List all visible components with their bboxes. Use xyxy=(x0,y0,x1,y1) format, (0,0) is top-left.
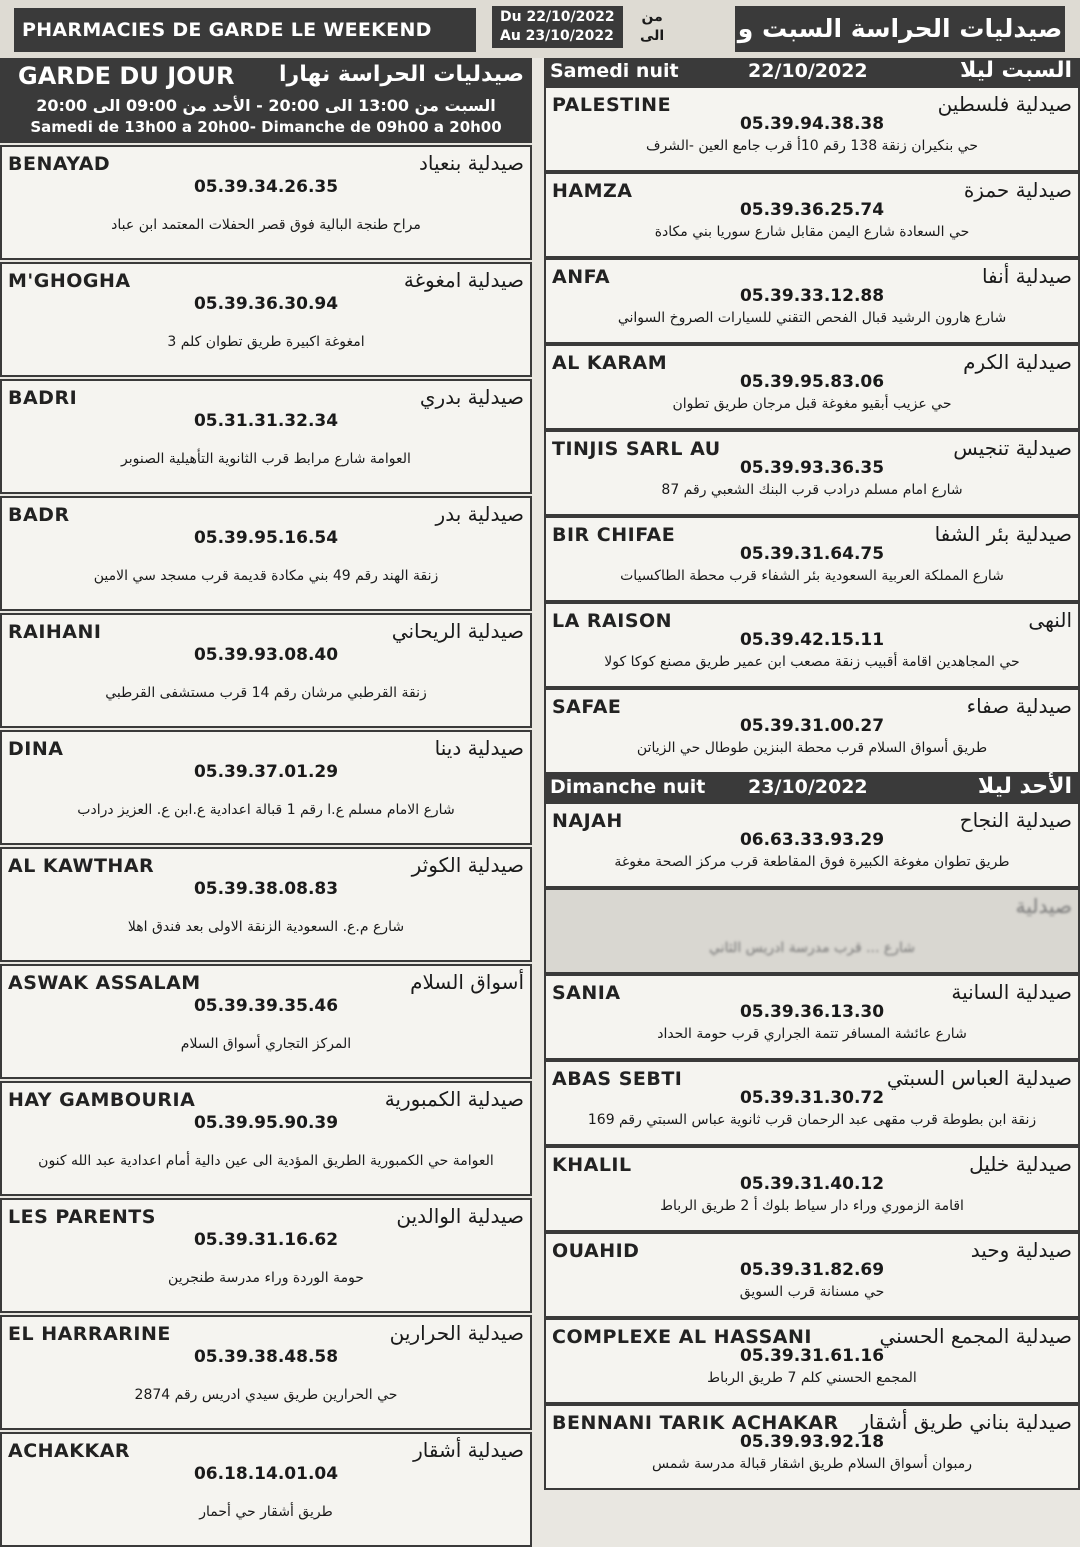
pharmacy-name-ar: صيدلية تنجيس xyxy=(953,436,1072,460)
day-title-fr: GARDE DU JOUR xyxy=(18,62,235,90)
pharmacy-entry xyxy=(544,516,1080,602)
pharmacy-name-ar: صيدلية صفاء xyxy=(966,694,1072,718)
pharmacy-entry xyxy=(544,802,1080,888)
pharmacy-phone: 05.31.31.32.34 xyxy=(193,411,339,431)
pharmacy-name: RAIHANI xyxy=(8,621,102,643)
pharmacy-address: مراح طنجة البالية فوق قصر الحفلات المعتمد ابن عباد xyxy=(111,217,421,233)
pharmacy-address: حي السعادة شارع اليمن مقابل شارع سوريا بني مكادة xyxy=(654,224,970,240)
pharmacy-name: COMPLEXE AL HASSANI xyxy=(552,1326,812,1348)
pharmacy-name-ar: صيدلية بناني طريق أشقار xyxy=(859,1410,1072,1434)
pharmacy-entry xyxy=(544,344,1080,430)
pharmacy-address: زنقة الهند رقم 49 بني مكادة قديمة قرب مسجد سي الامين xyxy=(93,568,439,584)
sun-night-title-ar: الأحد ليلا xyxy=(977,774,1072,799)
pharmacy-address: حي مسنانة قرب السويق xyxy=(739,1284,885,1300)
pharmacy-name: AL KAWTHAR xyxy=(8,855,155,877)
pharmacy-address: شارع امام مسلم درادب قرب البنك الشعبي رقم 87 xyxy=(661,482,963,498)
sat-night-title-fr: Samedi nuit xyxy=(550,60,679,82)
day-pharmacy-list xyxy=(0,145,532,1547)
pharmacy-name: ANFA xyxy=(552,266,611,288)
pharmacy-entry xyxy=(0,730,532,845)
pharmacy-address: حي المجاهدين اقامة أقبيب زنقة مصعب ابن عمير طريق مصنع كوكا كولا xyxy=(604,654,1020,670)
pharmacy-address: شارع عائشة المسافر تتمة الجراري قرب حومة الحداد xyxy=(657,1026,967,1042)
pharmacy-name-ar: صيدلية دينا xyxy=(434,736,524,760)
pharmacy-entry xyxy=(0,964,532,1079)
pharmacy-name: SANIA xyxy=(552,982,621,1004)
pharmacy-entry xyxy=(544,86,1080,172)
header-title-fr: PHARMACIES DE GARDE LE WEEKEND xyxy=(14,8,476,52)
pharmacy-name: BIR CHIFAE xyxy=(552,524,676,546)
pharmacy-name-ar: صيدلية بدر xyxy=(435,502,524,526)
pharmacy-name-ar: صيدلية الكوثر xyxy=(411,853,524,877)
header-date-from: Du 22/10/2022 xyxy=(500,9,615,25)
pharmacy-address: شارع هارون الرشيد قبال الفحص التقني للسيارات الصروخ السواني xyxy=(617,310,1007,326)
pharmacy-phone: 05.39.31.00.27 xyxy=(739,716,885,736)
pharmacy-entry xyxy=(544,430,1080,516)
page-header xyxy=(0,0,1080,58)
pharmacy-name: DINA xyxy=(8,738,64,760)
pharmacy-phone: 05.39.94.38.38 xyxy=(739,114,885,134)
pharmacy-name: KHALIL xyxy=(552,1154,632,1176)
pharmacy-phone: 05.39.36.13.30 xyxy=(739,1002,885,1022)
pharmacy-name: NAJAH xyxy=(552,810,623,832)
pharmacy-name-ar: صيدلية الحرارين xyxy=(389,1321,524,1345)
pharmacy-entry xyxy=(544,1232,1080,1318)
sat-night-header xyxy=(544,58,1080,86)
pharmacy-name-ar: صيدلية الكرم xyxy=(963,350,1072,374)
sat-night-pharmacy-list xyxy=(544,86,1080,774)
pharmacy-name: TINJIS SARL AU xyxy=(552,438,721,460)
pharmacy-entry xyxy=(0,496,532,611)
pharmacy-phone: 06.63.33.93.29 xyxy=(739,830,885,850)
pharmacy-entry xyxy=(544,974,1080,1060)
pharmacy-phone: 05.39.33.12.88 xyxy=(739,286,885,306)
pharmacy-name-ar: صيدلية بدري xyxy=(419,385,524,409)
pharmacy-name: ASWAK ASSALAM xyxy=(8,972,201,994)
pharmacy-phone: 05.39.38.08.83 xyxy=(193,879,339,899)
pharmacy-phone: 05.39.31.16.62 xyxy=(193,1230,339,1250)
pharmacy-address: زنقة القرطبي مرشان رقم 14 قرب مستشفى القرطبي xyxy=(105,685,427,701)
sun-night-date: 23/10/2022 xyxy=(748,776,868,798)
pharmacy-phone: 05.39.93.92.18 xyxy=(739,1432,885,1452)
pharmacy-phone: 05.39.37.01.29 xyxy=(193,762,339,782)
pharmacy-address: زنقة ابن بطوطة قرب مقهى عبد الرحمان قرب ثانوية عباس السبتي رقم 169 xyxy=(587,1112,1037,1128)
pharmacy-name-ar: صيدلية بئر الشفا xyxy=(934,522,1072,546)
pharmacy-address: حي الحرارين طريق سيدي ادريس رقم 2874 xyxy=(134,1387,398,1403)
pharmacy-phone: 05.39.95.16.54 xyxy=(193,528,339,548)
pharmacy-name: OUAHID xyxy=(552,1240,640,1262)
pharmacy-entry xyxy=(0,262,532,377)
pharmacy-entry xyxy=(544,602,1080,688)
day-title-ar: صيدليات الحراسة نهارا xyxy=(279,62,524,87)
pharmacy-phone: 05.39.31.40.12 xyxy=(739,1174,885,1194)
pharmacy-entry xyxy=(0,847,532,962)
pharmacy-name: BENNANI TARIK ACHAKAR xyxy=(552,1412,839,1434)
pharmacy-phone: 05.39.36.25.74 xyxy=(739,200,885,220)
pharmacy-address: اقامة الزموري وراء دار سياط بلوك أ 2 طريق الرباط xyxy=(660,1198,964,1214)
pharmacy-name-ar: صيدلية المجمع الحسني xyxy=(879,1324,1072,1348)
pharmacy-phone: 05.39.39.35.46 xyxy=(193,996,339,1016)
pharmacy-name: AL KARAM xyxy=(552,352,668,374)
pharmacy-phone: 05.39.93.08.40 xyxy=(193,645,339,665)
header-ila: الى xyxy=(640,28,665,44)
pharmacy-name-ar: أسواق السلام xyxy=(410,970,524,994)
pharmacy-address: المركز التجاري أسواق السلام xyxy=(180,1036,352,1052)
pharmacy-name: M'GHOGHA xyxy=(8,270,131,292)
pharmacy-name: ACHAKKAR xyxy=(8,1440,131,1462)
sun-night-pharmacy-list xyxy=(544,802,1080,1490)
pharmacy-name: LA RAISON xyxy=(552,610,673,632)
pharmacy-name: SAFAE xyxy=(552,696,622,718)
sat-night-title-ar: السبت ليلا xyxy=(959,58,1072,83)
pharmacy-name: ABAS SEBTI xyxy=(552,1068,683,1090)
pharmacy-name: BADR xyxy=(8,504,70,526)
pharmacy-entry xyxy=(544,888,1080,974)
pharmacy-phone: 06.18.14.01.04 xyxy=(193,1464,339,1484)
pharmacy-address: شارع المملكة العربية السعودية بئر الشفاء قرب محطة الطاكسيات xyxy=(620,568,1004,584)
pharmacy-name-ar: صيدلية الريحاني xyxy=(391,619,524,643)
pharmacy-name-ar: صيدلية النجاح xyxy=(959,808,1072,832)
pharmacy-entry xyxy=(0,1081,532,1196)
pharmacy-name-ar: صيدلية الكمبورية xyxy=(384,1087,524,1111)
pharmacy-phone: 05.39.38.48.58 xyxy=(193,1347,339,1367)
pharmacy-name-ar: صيدلية العباس السبتي xyxy=(886,1066,1072,1090)
pharmacy-name-ar: صيدلية فلسطين xyxy=(937,92,1072,116)
pharmacy-name: PALESTINE xyxy=(552,94,672,116)
pharmacy-entry xyxy=(0,379,532,494)
pharmacy-entry xyxy=(544,1146,1080,1232)
header-date-to: Au 23/10/2022 xyxy=(500,28,614,44)
pharmacy-name-ar: صيدلية أنفا xyxy=(981,264,1072,288)
pharmacy-name-ar: صيدلية وحيد xyxy=(970,1238,1072,1262)
pharmacy-address: حي عزيب أبقيو مغوغة قبل مرجان طريق تطوان xyxy=(672,396,952,412)
pharmacy-phone: 05.39.93.36.35 xyxy=(739,458,885,478)
pharmacy-entry xyxy=(0,1432,532,1547)
pharmacy-address: شارع ... قرب مدرسة ادريس الثاني xyxy=(709,940,915,956)
pharmacy-address: شارع الامام مسلم ع.ا رقم 1 قبالة اعدادية ع.ابن ع. العزيز درادب xyxy=(77,802,455,818)
pharmacy-phone: 05.39.34.26.35 xyxy=(193,177,339,197)
pharmacy-address: طريق أشقار حي أحمار xyxy=(199,1504,333,1520)
pharmacy-entry xyxy=(0,613,532,728)
header-min: من xyxy=(641,9,663,25)
pharmacy-phone: 05.39.42.15.11 xyxy=(739,630,885,650)
pharmacy-name-ar: صيدلية أشقار xyxy=(413,1438,524,1462)
day-guard-header xyxy=(0,58,532,143)
day-hours-fr: Samedi de 13h00 a 20h00- Dimanche de 09h00 a 20h00 xyxy=(30,118,502,136)
pharmacy-entry xyxy=(544,1318,1080,1404)
pharmacy-name-ar: صيدلية الوالدين xyxy=(396,1204,524,1228)
night-guard-column xyxy=(544,58,1080,1490)
pharmacy-name-ar: صيدلية خليل xyxy=(969,1152,1072,1176)
pharmacy-phone: 05.39.31.30.72 xyxy=(739,1088,885,1108)
header-date-range xyxy=(492,6,623,48)
pharmacy-name: HAMZA xyxy=(552,180,633,202)
pharmacy-address: حومة الوردة وراء مدرسة طنجرين xyxy=(168,1270,364,1286)
pharmacy-entry xyxy=(544,1404,1080,1490)
pharmacy-entry xyxy=(544,688,1080,774)
pharmacy-phone: 05.39.95.90.39 xyxy=(193,1113,339,1133)
pharmacy-name: BENAYAD xyxy=(8,153,111,175)
pharmacy-name-ar: صيدلية حمزة xyxy=(963,178,1072,202)
pharmacy-entry xyxy=(0,1315,532,1430)
pharmacy-entry xyxy=(0,1198,532,1313)
pharmacy-phone: 05.39.31.61.16 xyxy=(739,1346,885,1366)
pharmacy-entry xyxy=(544,1060,1080,1146)
pharmacy-name-ar: النهى xyxy=(1028,608,1072,632)
pharmacy-address: العوامة حي الكمبورية الطريق المؤدية الى عين دالية أمام اعدادية عبد الله كنون xyxy=(38,1153,494,1169)
sat-night-date: 22/10/2022 xyxy=(748,60,868,82)
pharmacy-name: LES PARENTS xyxy=(8,1206,156,1228)
pharmacy-name: HAY GAMBOURIA xyxy=(8,1089,196,1111)
pharmacy-name-ar: صيدلية xyxy=(1015,894,1072,918)
pharmacy-name-ar: صيدلية بنعياد xyxy=(418,151,524,175)
pharmacy-phone: 05.39.31.64.75 xyxy=(739,544,885,564)
pharmacy-name: EL HARRARINE xyxy=(8,1323,171,1345)
header-title-ar: صيدليات الحراسة السبت و xyxy=(735,6,1065,52)
pharmacy-address: طريق تطوان مغوغة الكبيرة فوق المقاطعة قرب مركز الصحة مغوغة xyxy=(614,854,1010,870)
pharmacy-entry xyxy=(544,258,1080,344)
pharmacy-address: المجمع الحسني كلم 7 طريق الرباط xyxy=(707,1370,917,1386)
sun-night-title-fr: Dimanche nuit xyxy=(550,776,706,798)
sun-night-header xyxy=(544,774,1080,802)
day-guard-column xyxy=(0,58,532,1547)
header-min-ila xyxy=(640,8,664,46)
pharmacy-address: امغوغة اكبيرة طريق تطوان كلم 3 xyxy=(167,334,365,350)
pharmacy-entry xyxy=(544,172,1080,258)
pharmacy-phone: 05.39.31.82.69 xyxy=(739,1260,885,1280)
pharmacy-phone: 05.39.95.83.06 xyxy=(739,372,885,392)
pharmacy-address: حي بنكيران زنقة 138 رقم 10أ قرب جامع العين -الشرف xyxy=(645,138,979,154)
pharmacy-address: طريق أسواق السلام قرب محطة البنزين طوطال حي الزياتن xyxy=(636,740,988,756)
pharmacy-phone: 05.39.36.30.94 xyxy=(193,294,339,314)
pharmacy-name: BADRI xyxy=(8,387,78,409)
pharmacy-address: رمبوان أسواق السلام طريق اشقار قبالة مدرسة شمس xyxy=(652,1456,972,1472)
pharmacy-address: العوامة شارع مرابط قرب الثانوية التأهيلية الصنوبر xyxy=(121,451,411,467)
pharmacy-entry xyxy=(0,145,532,260)
pharmacy-address: شارع م.ع. السعودية الزنقة الاولى بعد فندق اهلا xyxy=(127,919,405,935)
pharmacy-name-ar: صيدلية امغوغة xyxy=(403,268,524,292)
pharmacy-name-ar: صيدلية السانية xyxy=(951,980,1072,1004)
day-hours-ar: السبت من 13:00 الى 20:00 - الأحد من 09:00 الى 20:00 xyxy=(36,96,496,115)
